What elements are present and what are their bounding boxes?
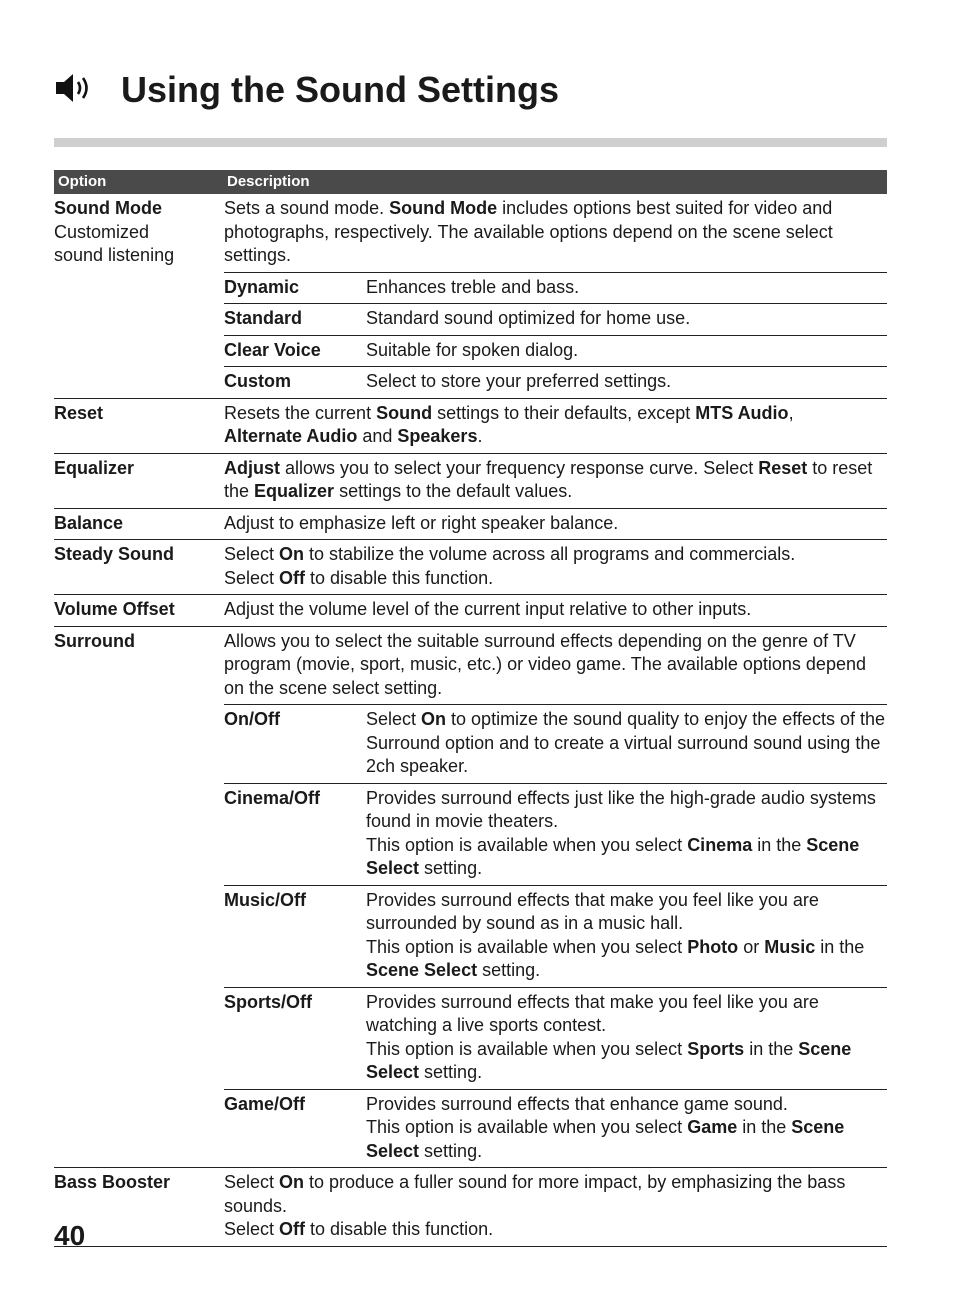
option-name: Balance bbox=[54, 508, 224, 540]
option-note: Customized bbox=[54, 221, 150, 242]
option-header: Option bbox=[54, 170, 224, 194]
row-balance bbox=[54, 508, 887, 540]
row-sound-mode bbox=[54, 194, 887, 398]
description-cell: Select On to stabilize the volume across all programs and commercials. Select Off to disable this function. bbox=[224, 540, 887, 595]
option-name: Volume Offset bbox=[54, 595, 224, 627]
option-name: Sound Mode bbox=[54, 198, 162, 218]
table-header bbox=[54, 170, 887, 194]
option-name: Reset bbox=[54, 398, 224, 453]
sub-options bbox=[224, 272, 887, 398]
description-cell bbox=[224, 626, 887, 1168]
sub-row: Custom Select to store your preferred settings. bbox=[224, 367, 887, 398]
option-name: Steady Sound bbox=[54, 540, 224, 595]
description-cell: Adjust allows you to select your frequency response curve. Select Reset to reset the Equalizer settings to the default values. bbox=[224, 453, 887, 508]
page-title: Using the Sound Settings bbox=[121, 69, 559, 110]
description-text: Sets a sound mode. Sound Mode includes options best suited for video and photographs, respectively. The available options depend on the scene select settings. bbox=[224, 198, 833, 265]
option-cell bbox=[54, 194, 224, 398]
row-equalizer bbox=[54, 453, 887, 508]
sub-row: Clear Voice Suitable for spoken dialog. bbox=[224, 335, 887, 367]
description-cell bbox=[224, 194, 887, 398]
description-cell: Resets the current Sound settings to their defaults, except MTS Audio, Alternate Audio and Speakers. bbox=[224, 398, 887, 453]
row-reset bbox=[54, 398, 887, 453]
row-surround bbox=[54, 626, 887, 1168]
page-number: 40 bbox=[54, 1220, 86, 1251]
row-steady-sound bbox=[54, 540, 887, 595]
sub-row: Game/Off Provides surround effects that enhance game sound. This option is available when you select Game in the Scene Select setting. bbox=[224, 1089, 887, 1167]
sub-row: Sports/Off Provides surround effects that make you feel like you are watching a live sports contest. This option is available when you select Sports in the Scene Select setting. bbox=[224, 987, 887, 1089]
title-divider bbox=[54, 138, 887, 147]
description-cell: Adjust to emphasize left or right speaker balance. bbox=[224, 508, 887, 540]
sound-settings-table bbox=[54, 170, 887, 1247]
sub-row: Standard Standard sound optimized for home use. bbox=[224, 304, 887, 336]
sub-row: On/Off Select On to optimize the sound quality to enjoy the effects of the Surround option and to create a virtual surround sound using the 2ch speaker. bbox=[224, 705, 887, 784]
row-bass-booster bbox=[54, 1168, 887, 1247]
sub-options bbox=[224, 704, 887, 1167]
title-row bbox=[54, 66, 94, 114]
description-cell: Adjust the volume level of the current input relative to other inputs. bbox=[224, 595, 887, 627]
sub-row: Music/Off Provides surround effects that make you feel like you are surrounded by sound as in a music hall. This option is available when you select Photo or Music in the Scene Select setting. bbox=[224, 885, 887, 987]
option-note: sound listening bbox=[54, 245, 175, 265]
description-text: Allows you to select the suitable surround effects depending on the genre of TV program (movie, sport, music, etc.) or video game. The available options depend on the scene select setting. bbox=[224, 630, 866, 698]
description-header: Description bbox=[224, 170, 887, 194]
speaker-icon bbox=[54, 71, 94, 110]
sub-row: Dynamic Enhances treble and bass. bbox=[224, 272, 887, 304]
option-name: Bass Booster bbox=[54, 1168, 224, 1247]
sub-row: Cinema/Off Provides surround effects just like the high-grade audio systems found in movie theaters. This option is available when you select Cinema in the Scene Select setting. bbox=[224, 783, 887, 885]
description-cell: Select On to produce a fuller sound for more impact, by emphasizing the bass sounds. Select Off to disable this function. bbox=[224, 1168, 887, 1247]
option-name: Equalizer bbox=[54, 453, 224, 508]
row-volume-offset bbox=[54, 595, 887, 627]
option-name: Surround bbox=[54, 626, 224, 1168]
